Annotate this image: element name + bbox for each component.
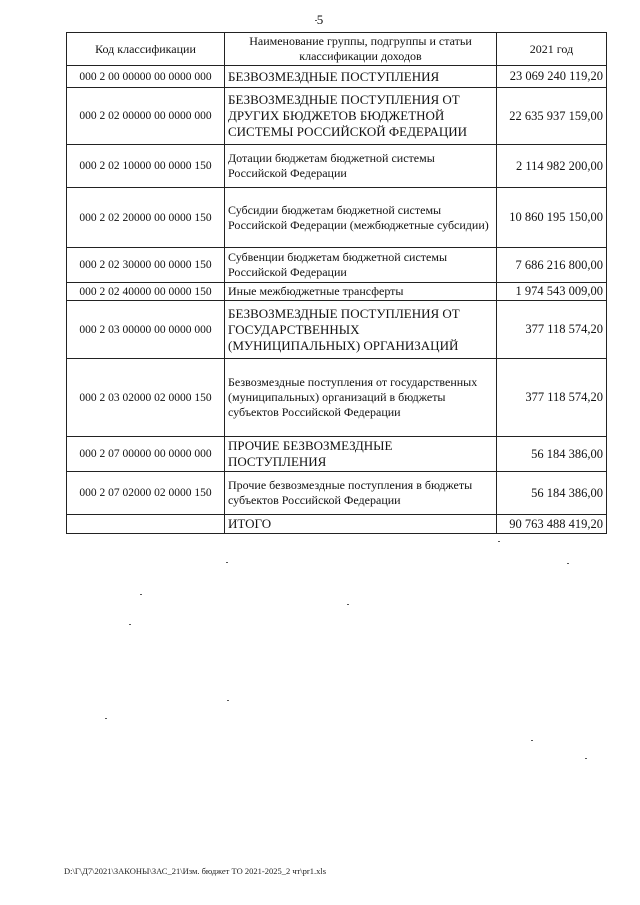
header-code: Код классификации <box>67 33 225 66</box>
row-code: 000 2 07 02000 02 0000 150 <box>67 472 225 515</box>
row-code: 000 2 03 00000 00 0000 000 <box>67 301 225 359</box>
row-amount: 23 069 240 119,20 <box>497 66 607 88</box>
revenue-table <box>66 32 607 534</box>
table-row <box>67 359 607 437</box>
row-name: Иные межбюджетные трансферты <box>225 283 497 301</box>
row-code: 000 2 02 20000 00 0000 150 <box>67 188 225 248</box>
row-name: Субсидии бюджетам бюджетной системы Российской Федерации (межбюджетные субсидии) <box>225 188 497 248</box>
scan-speck <box>347 604 349 605</box>
scan-speck <box>226 562 228 563</box>
table-row <box>67 301 607 359</box>
scan-speck <box>531 740 533 741</box>
table-header-row <box>67 33 607 66</box>
table-row <box>67 145 607 188</box>
scan-speck <box>129 624 131 625</box>
table-row <box>67 437 607 472</box>
row-amount: 22 635 937 159,00 <box>497 88 607 145</box>
row-amount: 1 974 543 009,00 <box>497 283 607 301</box>
table-row <box>67 283 607 301</box>
row-code: 000 2 02 10000 00 0000 150 <box>67 145 225 188</box>
row-name: Прочие безвозмездные поступления в бюджеты субъектов Российской Федерации <box>225 472 497 515</box>
row-amount: 56 184 386,00 <box>497 472 607 515</box>
scan-speck <box>585 758 587 759</box>
scan-speck <box>227 700 229 701</box>
row-code: 000 2 02 40000 00 0000 150 <box>67 283 225 301</box>
row-name: Дотации бюджетам бюджетной системы Российской Федерации <box>225 145 497 188</box>
scan-speck <box>567 563 569 564</box>
table-row <box>67 248 607 283</box>
row-name: ПРОЧИЕ БЕЗВОЗМЕЗДНЫЕ ПОСТУПЛЕНИЯ <box>225 437 497 472</box>
row-amount: 2 114 982 200,00 <box>497 145 607 188</box>
page-number: 5 <box>316 12 324 27</box>
row-amount: 56 184 386,00 <box>497 437 607 472</box>
table-row <box>67 472 607 515</box>
table-row <box>67 188 607 248</box>
total-label: ИТОГО <box>225 515 497 534</box>
header-name: Наименование группы, подгруппы и статьи классификации доходов <box>225 33 497 66</box>
table-row <box>67 66 607 88</box>
row-amount: 7 686 216 800,00 <box>497 248 607 283</box>
scan-speck <box>105 718 107 719</box>
total-row <box>67 515 607 534</box>
scan-speck <box>140 594 142 595</box>
total-amount: 90 763 488 419,20 <box>497 515 607 534</box>
row-code: 000 2 02 00000 00 0000 000 <box>67 88 225 145</box>
row-amount: 377 118 574,20 <box>497 359 607 437</box>
row-code: 000 2 03 02000 02 0000 150 <box>67 359 225 437</box>
footer-file-path: D:\Г\Д7\2021\ЗАКОНЫ\ЗАС_21\Изм. бюджет ТО 2021-2025_2 чт\pr1.xls <box>64 866 327 876</box>
row-name: БЕЗВОЗМЕЗДНЫЕ ПОСТУПЛЕНИЯ ОТ ДРУГИХ БЮДЖЕТОВ БЮДЖЕТНОЙ СИСТЕМЫ РОССИЙСКОЙ ФЕДЕРАЦИИ <box>225 88 497 145</box>
total-code <box>67 515 225 534</box>
row-code: 000 2 02 30000 00 0000 150 <box>67 248 225 283</box>
header-amount: 2021 год <box>497 33 607 66</box>
row-amount: 377 118 574,20 <box>497 301 607 359</box>
scan-speck <box>498 541 500 542</box>
scan-speck <box>315 20 317 21</box>
row-code: 000 2 00 00000 00 0000 000 <box>67 66 225 88</box>
table-row <box>67 88 607 145</box>
row-code: 000 2 07 00000 00 0000 000 <box>67 437 225 472</box>
row-name: Безвозмездные поступления от государственных (муниципальных) организаций в бюджеты субъектов Российской Федерации <box>225 359 497 437</box>
row-amount: 10 860 195 150,00 <box>497 188 607 248</box>
row-name: БЕЗВОЗМЕЗДНЫЕ ПОСТУПЛЕНИЯ ОТ ГОСУДАРСТВЕННЫХ (МУНИЦИПАЛЬНЫХ) ОРГАНИЗАЦИЙ <box>225 301 497 359</box>
row-name: Субвенции бюджетам бюджетной системы Российской Федерации <box>225 248 497 283</box>
row-name: БЕЗВОЗМЕЗДНЫЕ ПОСТУПЛЕНИЯ <box>225 66 497 88</box>
